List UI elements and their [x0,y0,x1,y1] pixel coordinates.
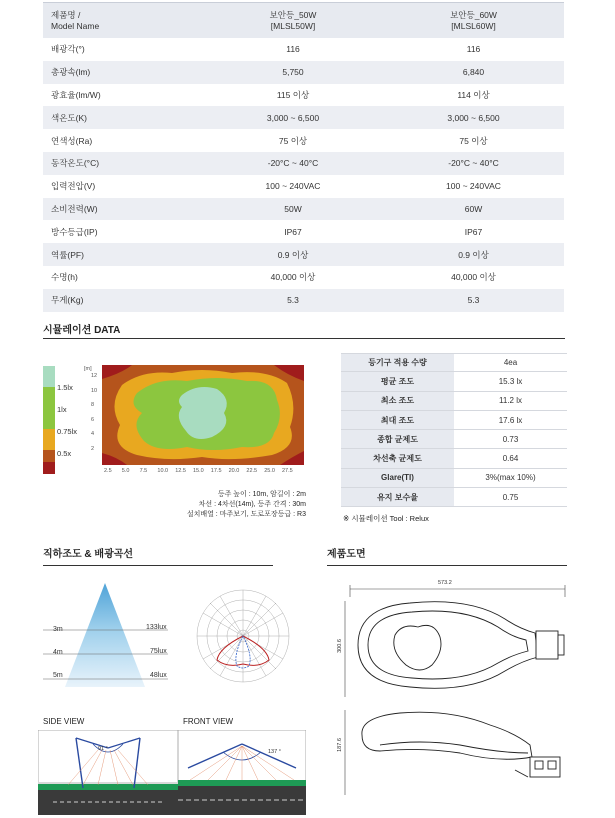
spec-row [43,220,564,243]
header-60w-line2: [MLSL60W] [451,20,496,31]
dim-width: 573.2 [438,580,452,586]
spec-value-50w: 116 [286,44,300,55]
spec-label: 연색성(Ra) [51,135,93,146]
spec-label: 역률(PF) [51,249,84,260]
dim-height: 300.6 [336,639,343,653]
legend-label-4: 0.5x [57,449,72,458]
legend-label-2: 1lx [57,405,67,414]
sim-value: 0.75 [502,492,519,502]
spec-label: 색온도(K) [51,112,87,123]
spec-value-60w: 40,000 이상 [451,272,496,283]
spec-value-60w: 3,000 ~ 6,500 [447,112,500,123]
x-tick: 5.0 [121,468,130,474]
spec-value-60w: 116 [466,44,481,55]
sim-key: 종합 균제도 [341,430,454,448]
sim-row [341,469,567,488]
spec-value-60w: 6,840 [462,67,485,78]
product-side-view [362,712,560,777]
sim-key: 차선축 균제도 [341,449,454,467]
header-50w-line1: 보안등_50W [269,9,317,20]
height-5m: 5m [53,672,63,679]
product-drawing [340,585,570,800]
y-tick: 10 [91,387,98,394]
legend-label-3: 0.75lx [57,427,78,436]
simulation-divider [43,338,565,339]
illuminance-heatmap [102,365,304,465]
spec-value-50w: IP67 [284,226,302,237]
lux-48: 48lux [150,672,167,679]
spec-row [43,198,564,221]
x-tick: 22.5 [246,468,258,474]
y-tick: 4 [91,431,95,437]
sim-value: 0.73 [502,434,519,444]
spec-value-50w: 115 이상 [276,89,310,100]
lux-75: 75lux [150,648,167,655]
legend-swatch-4 [43,429,55,450]
light-cone [65,583,145,687]
sim-row [341,430,567,449]
spec-row [43,129,564,152]
spec-row [43,266,564,289]
sim-row [341,488,567,507]
spec-value-50w: 100 ~ 240VAC [265,181,321,192]
spec-value-60w: 75 이상 [459,135,488,146]
y-tick: 8 [91,402,95,408]
spec-value-60w: 60W [464,203,483,214]
sim-key: 등기구 적용 수량 [341,354,454,371]
spec-label: 수명(h) [51,272,78,283]
illum-title: 직하조도 & 배광곡선 [43,549,134,560]
spec-value-50w: 40,000 이상 [270,272,316,283]
y-tick: 2 [91,445,95,452]
spec-label: 광효율(lm/W) [51,89,101,100]
side-beam-angle: 91 ° [98,746,108,752]
x-tick: 17.5 [210,468,222,474]
spec-value-50w: 75 이상 [278,135,308,146]
sim-value: 17.6 lx [498,415,523,425]
sim-row [341,449,567,468]
spec-label: 방수등급(IP) [51,226,98,237]
spec-value-60w: 114 이상 [457,89,490,100]
spec-label: 무게(Kg) [51,295,84,306]
dim-side: 187.6 [336,738,343,752]
front-beam-angle: 137 ° [268,749,281,755]
drawing-divider [327,565,567,566]
sim-row [341,392,567,411]
header-model-line1: 제품명 / [51,9,81,20]
sim-row [341,353,567,372]
legend-swatch-1 [43,366,55,387]
spec-table-header [43,2,564,38]
sim-key: 평균 조도 [341,372,454,390]
simulation-notes [140,490,306,520]
note-lanes: 차선 : 4차선(14m), 등주 간격 : 30m [198,501,306,508]
spec-value-50w: 50W [284,203,302,214]
front-view-diagram [178,730,306,815]
y-tick: 6 [91,416,95,423]
spec-value-50w: 0.9 이상 [277,249,309,260]
header-60w-line1: 보안등_60W [450,9,497,20]
header-model-name [43,10,203,32]
legend-swatch-3 [43,408,55,429]
spec-row [43,152,564,175]
x-tick: 2.5 [104,468,112,474]
spec-row [43,84,564,107]
lux-133: 133lux [146,624,167,631]
sim-value: 3%(max 10%) [485,473,536,483]
note-arrangement: 설치배열 : 마주보기, 도로포장등급 : R3 [186,511,306,518]
height-3m: 3m [53,626,63,633]
sim-value: 11.2 lx [499,396,522,406]
x-tick: 10.0 [157,468,169,474]
spec-row [43,106,564,129]
side-grass [38,784,178,790]
spec-label: 동작온도(°C) [51,158,100,169]
spec-value-60w: 5.3 [467,295,480,306]
header-model-line2: Model Name [51,20,100,31]
spec-row [43,243,564,266]
spec-value-60w: IP67 [464,226,483,237]
legend-swatch-2 [43,387,55,408]
legend-label-1: 1.5lx [57,383,73,392]
y-tick: 12 [91,373,98,379]
spec-value-60w: -20°C ~ 40°C [448,158,499,169]
spec-row [43,175,564,198]
polar-light-distribution [193,586,293,686]
spec-label: 총광속(lm) [51,67,91,78]
spec-label: 소비전력(W) [51,203,98,214]
x-tick: 20.0 [228,468,240,474]
spec-value-50w: 5,750 [282,67,304,78]
sim-key: 최대 조도 [341,411,454,429]
legend-swatch-6 [43,462,55,474]
x-tick: 12.5 [175,468,186,474]
sim-value: 15.3 lx [498,376,523,386]
spec-value-50w: -20°C ~ 40°C [267,158,319,169]
sim-value: 0.64 [502,454,519,464]
spec-value-50w: 3,000 ~ 6,500 [266,112,320,123]
spec-value-60w: 0.9 이상 [458,249,489,260]
side-road [38,790,178,815]
sim-row [341,372,567,391]
height-4m: 4m [53,649,63,656]
illum-divider [43,565,273,566]
spec-label: 입력전압(V) [51,181,96,192]
sim-key: Glare(TI) [341,469,454,487]
simulation-table [341,353,567,507]
header-50w-line2: [MLSL50W] [270,20,316,31]
simulation-tool-note: ※ 시뮬레이션 Tool : Relux [343,514,429,523]
product-top-view [358,602,564,689]
simulation-title: 시뮬레이션 DATA [43,325,121,336]
sim-key: 최소 조도 [341,392,454,410]
header-60w [383,10,564,32]
x-tick: 25.0 [264,468,275,474]
front-view-label: FRONT VIEW [183,717,234,726]
spec-row [43,289,564,312]
x-tick: 27.5 [282,468,293,474]
sim-key: 유지 보수율 [341,488,454,506]
spec-label: 배광각(°) [51,44,85,55]
spec-row [43,38,564,61]
spec-table [43,2,564,312]
note-pole-height: 등주 높이 : 10m, 암길이 : 2m [217,491,306,498]
spec-rows [43,38,564,312]
spec-value-50w: 5.3 [287,295,299,306]
x-tick: 7.5 [139,468,148,474]
sim-row [341,411,567,430]
legend-swatch-5 [43,450,55,462]
heatmap-y-unit: [m] [84,366,92,372]
header-50w [203,10,383,32]
x-tick: 15.0 [193,468,204,474]
side-view-diagram [38,730,178,815]
side-view-label: SIDE VIEW [43,717,85,726]
spec-value-60w: 100 ~ 240VAC [446,181,501,192]
sim-value: 4ea [503,358,518,368]
front-grass [178,780,306,786]
drawing-title: 제품도면 [327,549,366,560]
direct-illuminance-diagram [43,575,193,695]
spec-row [43,61,564,84]
